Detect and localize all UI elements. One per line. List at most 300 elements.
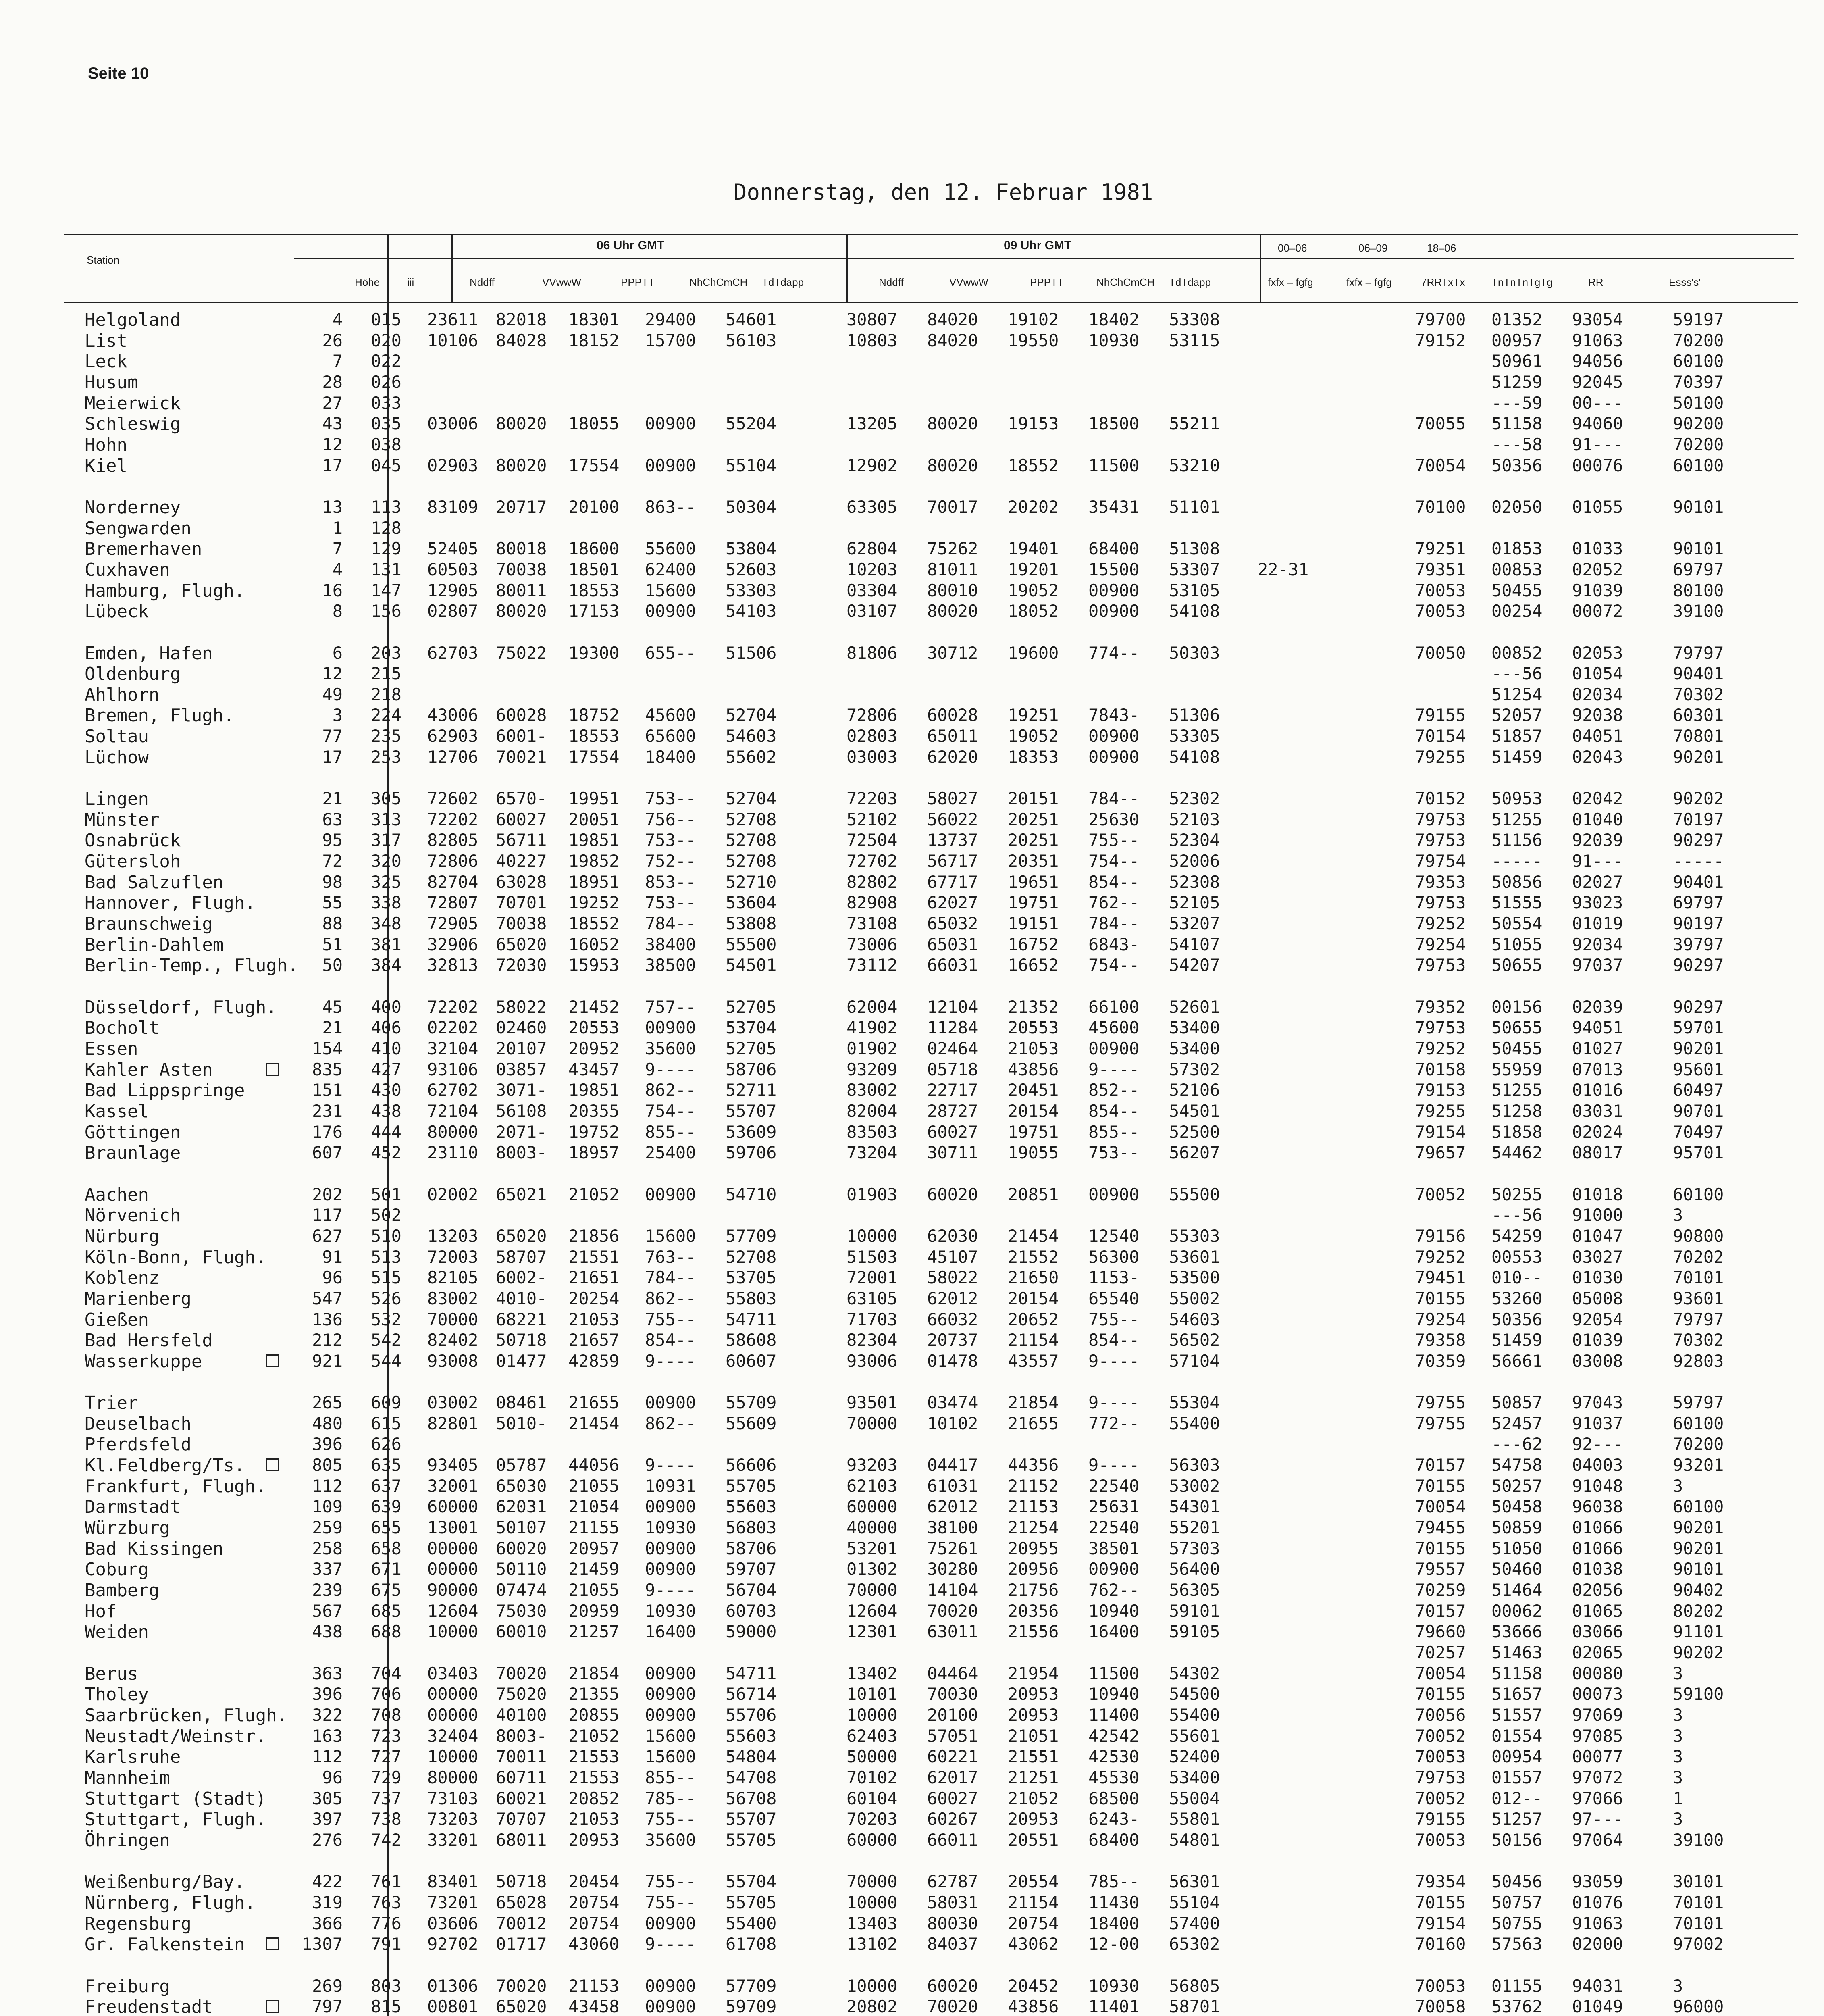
obs-06-value: 00900 <box>645 1684 696 1704</box>
obs-06-value: 18951 <box>568 872 620 892</box>
obs-09-value: 57104 <box>1169 1351 1220 1371</box>
obs-06-value: 21053 <box>568 1309 620 1329</box>
obs-06-value: 58608 <box>726 1330 777 1350</box>
obs-09-value: 66100 <box>1088 997 1140 1017</box>
obs-06-value: 52708 <box>726 809 777 829</box>
station-row <box>85 1205 343 1226</box>
station-id: 671 <box>371 1559 401 1579</box>
obs-09-value: 53400 <box>1169 1767 1220 1787</box>
obs-09-value: 21352 <box>1008 997 1059 1017</box>
daily-value: 54758 <box>1491 1455 1543 1475</box>
obs-06-value: 42859 <box>568 1351 620 1371</box>
obs-09-value: 20451 <box>1008 1080 1059 1100</box>
table-row <box>322 768 1814 789</box>
obs-06-value: 56803 <box>726 1518 777 1538</box>
obs-06-value: 60503 <box>427 559 478 579</box>
obs-06-value: 21854 <box>568 1663 620 1683</box>
obs-06-value: 00900 <box>645 1393 696 1413</box>
station-id: 224 <box>371 705 401 725</box>
obs-09-value: 43856 <box>1008 1059 1059 1079</box>
obs-09-value: 65540 <box>1088 1288 1140 1308</box>
station-id: 218 <box>371 684 401 704</box>
obs-06-value: 17554 <box>568 455 620 475</box>
station-name: List <box>85 330 127 351</box>
obs-09-value: 21154 <box>1008 1892 1059 1912</box>
daily-value: 70359 <box>1415 1351 1466 1371</box>
daily-value: 70302 <box>1673 1330 1724 1350</box>
obs-06-value: 784-- <box>645 914 696 934</box>
obs-06-value: 10930 <box>645 1518 696 1538</box>
daily-value: 90201 <box>1673 747 1724 767</box>
obs-09-value: 00900 <box>1088 747 1140 767</box>
station-name: Oldenburg <box>85 664 181 685</box>
daily-value: 01040 <box>1572 809 1623 829</box>
daily-value: 79753 <box>1415 955 1466 975</box>
obs-09-value: 60104 <box>846 1788 898 1808</box>
table-row <box>322 581 1814 602</box>
station-row <box>85 1684 343 1705</box>
obs-09-value: 52304 <box>1169 830 1220 850</box>
table-row <box>322 1726 1814 1747</box>
station-name: Lingen <box>85 789 149 810</box>
obs-06-value: 59000 <box>726 1622 777 1642</box>
table-row <box>322 1289 1814 1310</box>
obs-06-value: 55600 <box>645 539 696 559</box>
obs-06-value: 55706 <box>726 1705 777 1725</box>
table-row <box>322 1143 1814 1164</box>
obs-06-value: 18152 <box>568 330 620 350</box>
table-row <box>322 1310 1814 1331</box>
obs-09-value: 53500 <box>1169 1268 1220 1288</box>
daily-value: 70101 <box>1673 1913 1724 1933</box>
obs-09-value: 54500 <box>1169 1684 1220 1704</box>
obs-09-value: 30280 <box>927 1559 978 1579</box>
obs-06-value: 3071- <box>496 1080 547 1100</box>
station-row <box>85 1643 343 1664</box>
obs-09-value: 60027 <box>927 1122 978 1142</box>
obs-06-value: 18553 <box>568 580 620 600</box>
obs-06-value: 21355 <box>568 1684 620 1704</box>
obs-06-value: 15600 <box>645 580 696 600</box>
obs-06-value: 61708 <box>726 1934 777 1954</box>
table-row <box>322 1518 1814 1539</box>
daily-value: 51255 <box>1491 809 1543 829</box>
obs-06-value: 56606 <box>726 1455 777 1475</box>
obs-09-value: 19751 <box>1008 1122 1059 1142</box>
obs-09-value: 53201 <box>846 1538 898 1558</box>
daily-value: 79754 <box>1415 851 1466 871</box>
obs-09-value: 80020 <box>927 455 978 475</box>
obs-09-value: 18052 <box>1008 601 1059 621</box>
obs-06-value: 855-- <box>645 1122 696 1142</box>
obs-09-value: 60020 <box>927 1976 978 1996</box>
table-row <box>322 1039 1814 1060</box>
daily-value: 50255 <box>1491 1184 1543 1204</box>
obs-09-value: 70020 <box>927 1601 978 1621</box>
obs-06-value: 72905 <box>427 914 478 934</box>
daily-value: 79255 <box>1415 747 1466 767</box>
obs-09-value: 62027 <box>927 893 978 913</box>
col-09-vvwww: VVwwW <box>949 276 988 288</box>
obs-06-value: 53704 <box>726 1018 777 1038</box>
station-height: 319 <box>312 1892 343 1912</box>
table-row <box>322 1955 1814 1976</box>
daily-value: 79155 <box>1415 1809 1466 1829</box>
obs-09-value: 784-- <box>1088 789 1140 809</box>
obs-06-value: 17554 <box>568 747 620 767</box>
obs-09-value: 70030 <box>927 1684 978 1704</box>
daily-value: 80100 <box>1673 580 1724 600</box>
station-row <box>85 1268 343 1289</box>
daily-value: 70154 <box>1415 726 1466 746</box>
station-row <box>85 1851 343 1872</box>
obs-06-value: 15600 <box>645 1747 696 1767</box>
obs-09-value: 55303 <box>1169 1226 1220 1246</box>
obs-09-value: 53400 <box>1169 1038 1220 1058</box>
obs-09-value: 56805 <box>1169 1976 1220 1996</box>
station-row <box>85 1476 343 1497</box>
obs-06-value: 38500 <box>645 955 696 975</box>
obs-09-value: 12604 <box>846 1601 898 1621</box>
daily-value: 92038 <box>1572 705 1623 725</box>
daily-value: 02027 <box>1572 872 1623 892</box>
daily-value: 70160 <box>1415 1934 1466 1954</box>
daily-value: 90297 <box>1673 955 1724 975</box>
station-name: Kl.Feldberg/Ts. <box>85 1455 245 1476</box>
obs-09-value: 52006 <box>1169 851 1220 871</box>
obs-09-value: 18353 <box>1008 747 1059 767</box>
obs-06-value: 754-- <box>645 1101 696 1121</box>
obs-09-value: 12104 <box>927 997 978 1017</box>
obs-09-value: 01902 <box>846 1038 898 1058</box>
obs-06-value: 29400 <box>645 310 696 329</box>
obs-09-value: 51308 <box>1169 539 1220 559</box>
obs-09-value: 42530 <box>1088 1747 1140 1767</box>
mountain-station-marker <box>266 1458 279 1471</box>
station-name: Tholey <box>85 1684 149 1705</box>
obs-06-value: 9---- <box>645 1351 696 1371</box>
obs-06-value: 55603 <box>726 1726 777 1746</box>
obs-09-value: 20351 <box>1008 851 1059 871</box>
obs-09-value: 10203 <box>846 559 898 579</box>
obs-06-value: 83002 <box>427 1288 478 1308</box>
obs-09-value: 53002 <box>1169 1476 1220 1496</box>
daily-value: 70158 <box>1415 1059 1466 1079</box>
table-row <box>322 1414 1814 1435</box>
station-name: Lüchow <box>85 747 149 768</box>
obs-06-value: 20254 <box>568 1288 620 1308</box>
daily-value: 01066 <box>1572 1538 1623 1558</box>
station-height: 117 <box>312 1205 343 1225</box>
obs-09-value: 21153 <box>1008 1497 1059 1517</box>
table-row <box>322 1247 1814 1268</box>
obs-06-value: 60711 <box>496 1767 547 1787</box>
obs-06-value: 00000 <box>427 1705 478 1725</box>
station-id: 706 <box>371 1684 401 1704</box>
station-id: 635 <box>371 1455 401 1475</box>
obs-06-value: 53303 <box>726 580 777 600</box>
station-row <box>85 830 343 851</box>
daily-value: 70050 <box>1415 643 1466 663</box>
daily-value: 51050 <box>1491 1538 1543 1558</box>
station-row <box>85 1247 343 1268</box>
table-row <box>322 1268 1814 1289</box>
daily-value: 70058 <box>1415 1997 1466 2016</box>
obs-09-value: 10000 <box>846 1705 898 1725</box>
obs-09-value: 9---- <box>1088 1455 1140 1475</box>
daily-value: 97002 <box>1673 1934 1724 1954</box>
daily-value: 70056 <box>1415 1705 1466 1725</box>
station-row <box>85 1997 343 2016</box>
station-height: 49 <box>322 684 343 704</box>
station-height: 1307 <box>302 1934 343 1954</box>
obs-06-value: 00000 <box>427 1538 478 1558</box>
daily-value: 56661 <box>1491 1351 1543 1371</box>
obs-09-value: 13205 <box>846 414 898 434</box>
daily-value: 50953 <box>1491 789 1543 809</box>
obs-09-value: 82004 <box>846 1101 898 1121</box>
table-row <box>322 893 1814 914</box>
obs-09-value: 18500 <box>1088 414 1140 434</box>
obs-09-value: 63305 <box>846 497 898 517</box>
table-row <box>322 1372 1814 1393</box>
obs-06-value: 15600 <box>645 1726 696 1746</box>
daily-value: 79451 <box>1415 1268 1466 1288</box>
obs-09-value: 65302 <box>1169 1934 1220 1954</box>
station-id: 803 <box>371 1976 401 1996</box>
station-height: 91 <box>322 1247 343 1267</box>
table-row <box>322 976 1814 997</box>
daily-value: 91101 <box>1673 1622 1724 1642</box>
table-row <box>322 1914 1814 1935</box>
station-id: 253 <box>371 747 401 767</box>
daily-value: 01352 <box>1491 310 1543 329</box>
station-height: 366 <box>312 1913 343 1933</box>
obs-06-value: 83109 <box>427 497 478 517</box>
obs-06-value: 55803 <box>726 1288 777 1308</box>
station-row <box>85 789 343 810</box>
station-name: Koblenz <box>85 1268 160 1289</box>
obs-06-value: 00900 <box>645 601 696 621</box>
obs-06-value: 757-- <box>645 997 696 1017</box>
obs-09-value: 11284 <box>927 1018 978 1038</box>
station-row <box>85 1455 343 1476</box>
daily-value: 90101 <box>1673 539 1724 559</box>
obs-06-value: 9---- <box>645 1059 696 1079</box>
obs-09-value: 81011 <box>927 559 978 579</box>
page-number: Seite 10 <box>88 65 149 82</box>
obs-09-value: 30711 <box>927 1143 978 1163</box>
station-height: 12 <box>322 664 343 684</box>
col-06-nddff: Nddff <box>470 276 495 288</box>
obs-09-value: 80010 <box>927 580 978 600</box>
obs-09-value: 754-- <box>1088 851 1140 871</box>
table-row <box>322 830 1814 851</box>
obs-06-value: 00900 <box>645 1976 696 1996</box>
station-row <box>85 1434 343 1455</box>
station-id: 313 <box>371 809 401 829</box>
obs-06-value: 752-- <box>645 851 696 871</box>
station-height: 88 <box>322 914 343 934</box>
daily-value: 00080 <box>1572 1663 1623 1683</box>
obs-06-value: 19851 <box>568 830 620 850</box>
station-row <box>85 1226 343 1247</box>
obs-09-value: 68400 <box>1088 1830 1140 1850</box>
obs-06-value: 59707 <box>726 1559 777 1579</box>
obs-09-value: 20754 <box>1008 1913 1059 1933</box>
obs-06-value: 59706 <box>726 1143 777 1163</box>
daily-value: 3 <box>1673 1205 1683 1225</box>
obs-09-value: 60028 <box>927 705 978 725</box>
obs-09-value: 20953 <box>1008 1809 1059 1829</box>
obs-06-value: 17153 <box>568 601 620 621</box>
station-id: 513 <box>371 1247 401 1267</box>
obs-06-value: 753-- <box>645 789 696 809</box>
obs-06-value: 755-- <box>645 1809 696 1829</box>
station-height: 26 <box>322 330 343 350</box>
daily-value: 01065 <box>1572 1601 1623 1621</box>
table-row <box>322 935 1814 956</box>
obs-09-value: 59101 <box>1169 1601 1220 1621</box>
daily-value: 70200 <box>1673 1434 1724 1454</box>
station-id: 655 <box>371 1518 401 1538</box>
obs-06-value: 855-- <box>645 1767 696 1787</box>
obs-06-value: 38400 <box>645 934 696 954</box>
obs-06-value: 55400 <box>726 1913 777 1933</box>
obs-06-value: 52405 <box>427 539 478 559</box>
obs-06-value: 55204 <box>726 414 777 434</box>
daily-value: 79753 <box>1415 830 1466 850</box>
station-id: 128 <box>371 518 401 538</box>
obs-09-value: 70102 <box>846 1767 898 1787</box>
daily-value: 91039 <box>1572 580 1623 600</box>
obs-06-value: 20754 <box>568 1913 620 1933</box>
obs-06-value: 68221 <box>496 1309 547 1329</box>
obs-06-value: 82105 <box>427 1268 478 1288</box>
station-name: Schleswig <box>85 414 181 435</box>
station-height: 212 <box>312 1330 343 1350</box>
daily-value: 53762 <box>1491 1997 1543 2016</box>
obs-06-value: 55705 <box>726 1476 777 1496</box>
table-row <box>322 622 1814 643</box>
daily-value: 50460 <box>1491 1559 1543 1579</box>
obs-09-value: 75262 <box>927 539 978 559</box>
daily-value: 70100 <box>1415 497 1466 517</box>
daily-value: 70052 <box>1415 1726 1466 1746</box>
header-bottom-rule <box>64 302 1798 303</box>
station-name: Düsseldorf, Flugh. <box>85 997 277 1018</box>
daily-value: 79753 <box>1415 1018 1466 1038</box>
obs-09-value: 65032 <box>927 914 978 934</box>
obs-09-value: 10803 <box>846 330 898 350</box>
daily-value: 70397 <box>1673 372 1724 392</box>
obs-09-value: 82802 <box>846 872 898 892</box>
obs-06-value: 755-- <box>645 1892 696 1912</box>
obs-06-value: 863-- <box>645 497 696 517</box>
obs-09-value: 70203 <box>846 1809 898 1829</box>
obs-06-value: 784-- <box>645 1268 696 1288</box>
station-id: 626 <box>371 1434 401 1454</box>
daily-value: 97066 <box>1572 1788 1623 1808</box>
station-name: Mannheim <box>85 1767 170 1788</box>
station-height: 176 <box>312 1122 343 1142</box>
station-name: Würzburg <box>85 1518 170 1539</box>
table-row <box>322 1434 1814 1455</box>
obs-06-value: 58707 <box>496 1247 547 1267</box>
station-height: 98 <box>322 872 343 892</box>
station-id: 045 <box>371 455 401 475</box>
station-name: Stuttgart (Stadt) <box>85 1788 266 1809</box>
obs-09-value: 54107 <box>1169 934 1220 954</box>
station-name: Bad Hersfeld <box>85 1330 213 1351</box>
station-name: Berlin-Dahlem <box>85 934 224 955</box>
station-id: 452 <box>371 1143 401 1163</box>
station-row <box>85 518 343 539</box>
station-id: 685 <box>371 1601 401 1621</box>
obs-06-value: 20107 <box>496 1038 547 1058</box>
station-height: 27 <box>322 393 343 413</box>
daily-value: 70157 <box>1415 1455 1466 1475</box>
obs-06-value: 21052 <box>568 1184 620 1204</box>
daily-value: 79153 <box>1415 1080 1466 1100</box>
table-row <box>322 1789 1814 1810</box>
obs-09-value: 21556 <box>1008 1622 1059 1642</box>
daily-value: 02043 <box>1572 747 1623 767</box>
daily-value: 91--- <box>1572 434 1623 454</box>
obs-06-value: 18553 <box>568 726 620 746</box>
station-id: 022 <box>371 351 401 371</box>
obs-06-value: 65030 <box>496 1476 547 1496</box>
daily-value: 97085 <box>1572 1726 1623 1746</box>
station-height: 6 <box>332 643 343 663</box>
daily-value: 92034 <box>1572 934 1623 954</box>
table-row <box>322 351 1814 372</box>
daily-value: 70302 <box>1673 684 1724 704</box>
obs-06-value: 9---- <box>645 1580 696 1600</box>
station-row <box>85 664 343 685</box>
obs-09-value: 11400 <box>1088 1705 1140 1725</box>
obs-06-value: 20454 <box>568 1872 620 1892</box>
obs-06-value: 21651 <box>568 1268 620 1288</box>
obs-09-value: 56301 <box>1169 1872 1220 1892</box>
obs-09-value: 72702 <box>846 851 898 871</box>
obs-06-value: 20100 <box>568 497 620 517</box>
obs-06-value: 80018 <box>496 539 547 559</box>
obs-09-value: 52400 <box>1169 1747 1220 1767</box>
obs-09-value: 55601 <box>1169 1726 1220 1746</box>
extra-top-0006: 00–06 <box>1278 242 1307 254</box>
obs-06-value: 55500 <box>726 934 777 954</box>
station-height: 95 <box>322 830 343 850</box>
daily-value: 97--- <box>1572 1809 1623 1829</box>
daily-value: 70155 <box>1415 1538 1466 1558</box>
obs-09-value: 19151 <box>1008 914 1059 934</box>
station-height: 202 <box>312 1184 343 1204</box>
daily-value: 90297 <box>1673 830 1724 850</box>
obs-06-value: 00900 <box>645 1705 696 1725</box>
obs-09-value: 852-- <box>1088 1080 1140 1100</box>
station-name: Bremerhaven <box>85 539 202 560</box>
station-height: 259 <box>312 1518 343 1538</box>
daily-value: 03066 <box>1572 1622 1623 1642</box>
station-name: Nörvenich <box>85 1205 181 1226</box>
obs-09-value: 51503 <box>846 1247 898 1267</box>
station-row <box>85 1872 343 1893</box>
daily-value: 51259 <box>1491 372 1543 392</box>
obs-06-value: 43457 <box>568 1059 620 1079</box>
daily-value: 90202 <box>1673 1643 1724 1662</box>
daily-value: 00553 <box>1491 1247 1543 1267</box>
